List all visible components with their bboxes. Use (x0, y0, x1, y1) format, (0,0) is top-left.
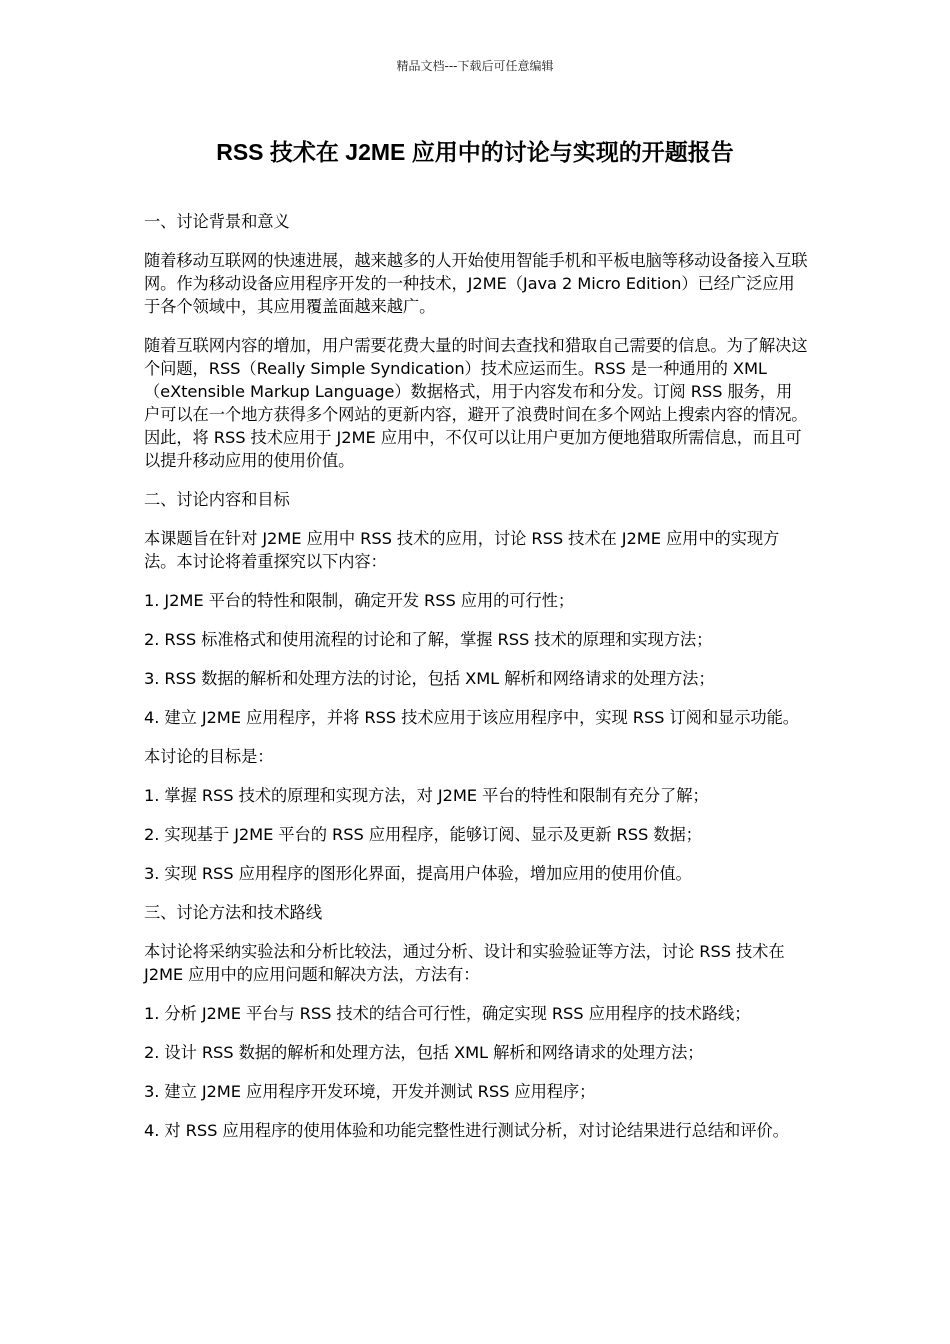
goal-list-item: 1. 掌握 RSS 技术的原理和实现方法，对 J2ME 平台的特性和限制有充分了解； (144, 786, 709, 805)
method-list-item: 4. 对 RSS 应用程序的使用体验和功能完整性进行测试分析，对讨论结果进行总结和评价。 (144, 1121, 789, 1140)
paragraph-rss-intro: 随着互联网内容的增加，用户需要花费大量的时间去查找和猎取自己需要的信息。为了解决这个问题，RSS（Really Simple Syndication）技术应运而生。RSS 是一种通用的 XML（eXtensible Markup Language）数据格式，用于内容发布和分发。订阅 RSS 服务，用户可以在一个地方获得多个网站的更新内容，避开了浪费时间在多个网站上搜索内容的情况。因此，将 RSS 技术应用于 J2ME 应用中，不仅可以让用户更加方便地猎取所需信息，而且可以提升移动应用的使用价值。 (144, 336, 808, 470)
method-list-item: 3. 建立 J2ME 应用程序开发环境，开发并测试 RSS 应用程序； (144, 1082, 596, 1101)
section-heading-background: 一、讨论背景和意义 (144, 212, 290, 231)
goals-intro: 本讨论的目标是： (144, 747, 274, 766)
paragraph-research-scope: 本课题旨在针对 J2ME 应用中 RSS 技术的应用，讨论 RSS 技术在 J2ME 应用中的实现方法。本讨论将着重探究以下内容： (144, 529, 780, 571)
content-list-item: 4. 建立 J2ME 应用程序，并将 RSS 技术应用于该应用程序中，实现 RSS 订阅和显示功能。 (144, 708, 799, 727)
goal-list-item: 3. 实现 RSS 应用程序的图形化界面，提高用户体验，增加应用的使用价值。 (144, 864, 692, 883)
document-title: RSS 技术在 J2ME 应用中的讨论与实现的开题报告 (216, 139, 734, 165)
section-heading-content-goals: 二、讨论内容和目标 (144, 490, 290, 509)
section-heading-methods: 三、讨论方法和技术路线 (144, 903, 322, 922)
paragraph-methods-intro: 本讨论将采纳实验法和分析比较法，通过分析、设计和实验验证等方法，讨论 RSS 技术在 J2ME 应用中的应用问题和解决方法，方法有： (144, 942, 785, 984)
paragraph-mobile-internet: 随着移动互联网的快速进展，越来越多的人开始使用智能手机和平板电脑等移动设备接入互联网。作为移动设备应用程序开发的一种技术，J2ME（Java 2 Micro Edition）已经广泛应用于各个领域中，其应用覆盖面越来越广。 (144, 251, 808, 316)
goal-list-item: 2. 实现基于 J2ME 平台的 RSS 应用程序，能够订阅、显示及更新 RSS 数据； (144, 825, 702, 844)
content-list-item: 2. RSS 标准格式和使用流程的讨论和了解，掌握 RSS 技术的原理和实现方法； (144, 630, 713, 649)
content-list-item: 1. J2ME 平台的特性和限制，确定开发 RSS 应用的可行性； (144, 591, 575, 610)
method-list-item: 2. 设计 RSS 数据的解析和处理方法，包括 XML 解析和网络请求的处理方法； (144, 1043, 704, 1062)
content-list-item: 3. RSS 数据的解析和处理方法的讨论，包括 XML 解析和网络请求的处理方法； (144, 669, 715, 688)
method-list-item: 1. 分析 J2ME 平台与 RSS 技术的结合可行性，确定实现 RSS 应用程序的技术路线； (144, 1004, 751, 1023)
header-note: 精品文档---下载后可任意编辑 (396, 59, 554, 73)
document-body (144, 210, 808, 1158)
